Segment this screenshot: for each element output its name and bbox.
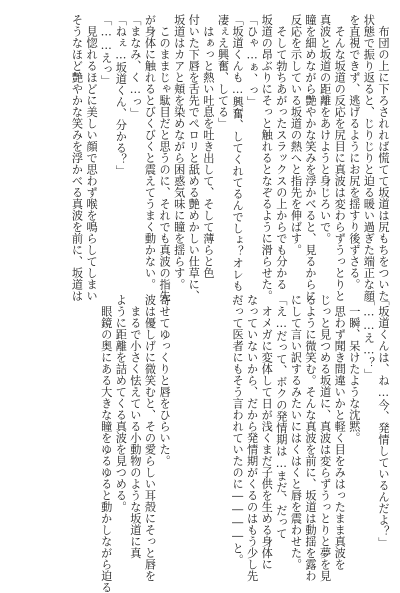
text-line: 布団の上に下ろされれば慌てて坂道は尻もちをついた: [377, 14, 390, 302]
text-line: るように微笑む。そんな真波を前に、坂道は動揺を露わ: [304, 294, 318, 582]
text-line: にして言い訳するみたいにはくはくと唇を震わせた。: [289, 294, 303, 570]
text-line: 「……えっ」: [99, 14, 113, 87]
text-line: 見惚れるほどに美しい顔で思わず喉を鳴らしてしまい: [85, 14, 99, 302]
text-line: 「え…だって、ボクの発情期は…まだ、だって: [274, 294, 288, 540]
text-line: 凄ぇえ興奮、してる」: [216, 14, 230, 129]
text-line: まるで小さく怯えている小動物のような坂道に真: [128, 294, 142, 559]
upper-text-block: [69, 14, 390, 306]
text-line: だって医者にもそう言われていたのに――――と。: [231, 294, 245, 566]
text-line: 「まなみ、く…っ」: [128, 14, 142, 120]
text-line: が身体に触れるとびくびくと震えてうまく動かない。: [143, 14, 157, 290]
text-line: を直視できず、逃げるようにお尻を揺すり後ずさる。: [347, 14, 361, 290]
text-line: 思わず聞き間違いかと軽く目をみはったまま真波を: [333, 294, 347, 570]
text-line: 反応を示している坂道の熱へと指先を伸ばす。: [289, 14, 303, 256]
text-line: 坂道の昂ぶりにそっと触れるとなぞるように滑らせた。: [260, 14, 274, 302]
text-line: 坂道はカアと頬を染めながら困惑気味に瞳を揺らす。: [172, 14, 186, 290]
text-line: 一瞬、呆けたような沈黙。: [347, 294, 361, 444]
text-line: そんな坂道の反応を尻目に真波は変わらずうっとりと: [333, 14, 347, 302]
lower-text-block: [98, 294, 390, 593]
text-line: 寄せてゆっくりと唇をひらいた。: [158, 294, 172, 467]
text-line: [200, 294, 215, 564]
text-line: このままじゃ駄目だと思うのに、それでも真波の指先: [158, 14, 172, 302]
text-line: なっていないから、だから発情期がくるのはもう少し先: [245, 294, 259, 582]
text-line: 付いた下唇を舌先でぺロリと舐める艶めかしい仕草に、: [187, 14, 201, 302]
text-line: 「坂道くんも…興奮、してくれてるんでしょ？オレも…: [231, 14, 245, 306]
text-line: 眼鏡の奥にある大きな瞳をゆるゆると動かしながら迫る: [99, 294, 113, 593]
text-line: 「坂道くんは、ね…今、発情しているんだよ？」: [377, 294, 390, 549]
text-line: そうなほど艶やかな笑みを浮かべる真波を前に、坂道は: [70, 14, 84, 302]
text-line: 真波と坂道の距離をあけようと身じろいで。: [318, 14, 332, 244]
text-line: オメガに変体して日が浅くまだ子供を生める身体に: [260, 294, 274, 570]
text-line: ように距離を詰めてくる真波を見つめる。: [114, 294, 128, 513]
text-line: そして勃ちあがったスラックスの上からでも分かる: [274, 14, 288, 290]
text-line: じっと見つめる坂道に、真波は変らずうっとりと夢を見: [318, 294, 332, 582]
text-line: 波は優しげに微笑むと、その愛らしい耳殻にそっと唇を: [143, 294, 157, 582]
text-line: 「ねぇ…坂道くん、分かる？」: [114, 14, 128, 177]
text-line: 瞳を細めながら艶やかな笑みを浮かべると、見るからに: [304, 14, 318, 302]
text-line: [215, 294, 230, 564]
text-line: 「……え…？」: [362, 294, 376, 380]
text-line: [186, 294, 201, 564]
text-line: 「ひゃ…ぁ、っ」: [245, 14, 259, 108]
text-line: はぁっと熱い吐息を吐き出して、そして薄らと色: [201, 14, 215, 279]
text-line: [171, 294, 186, 564]
text-line: 状態で振り返ると、じりじりと迫る暖い過ぎた端正な顔: [362, 14, 376, 302]
